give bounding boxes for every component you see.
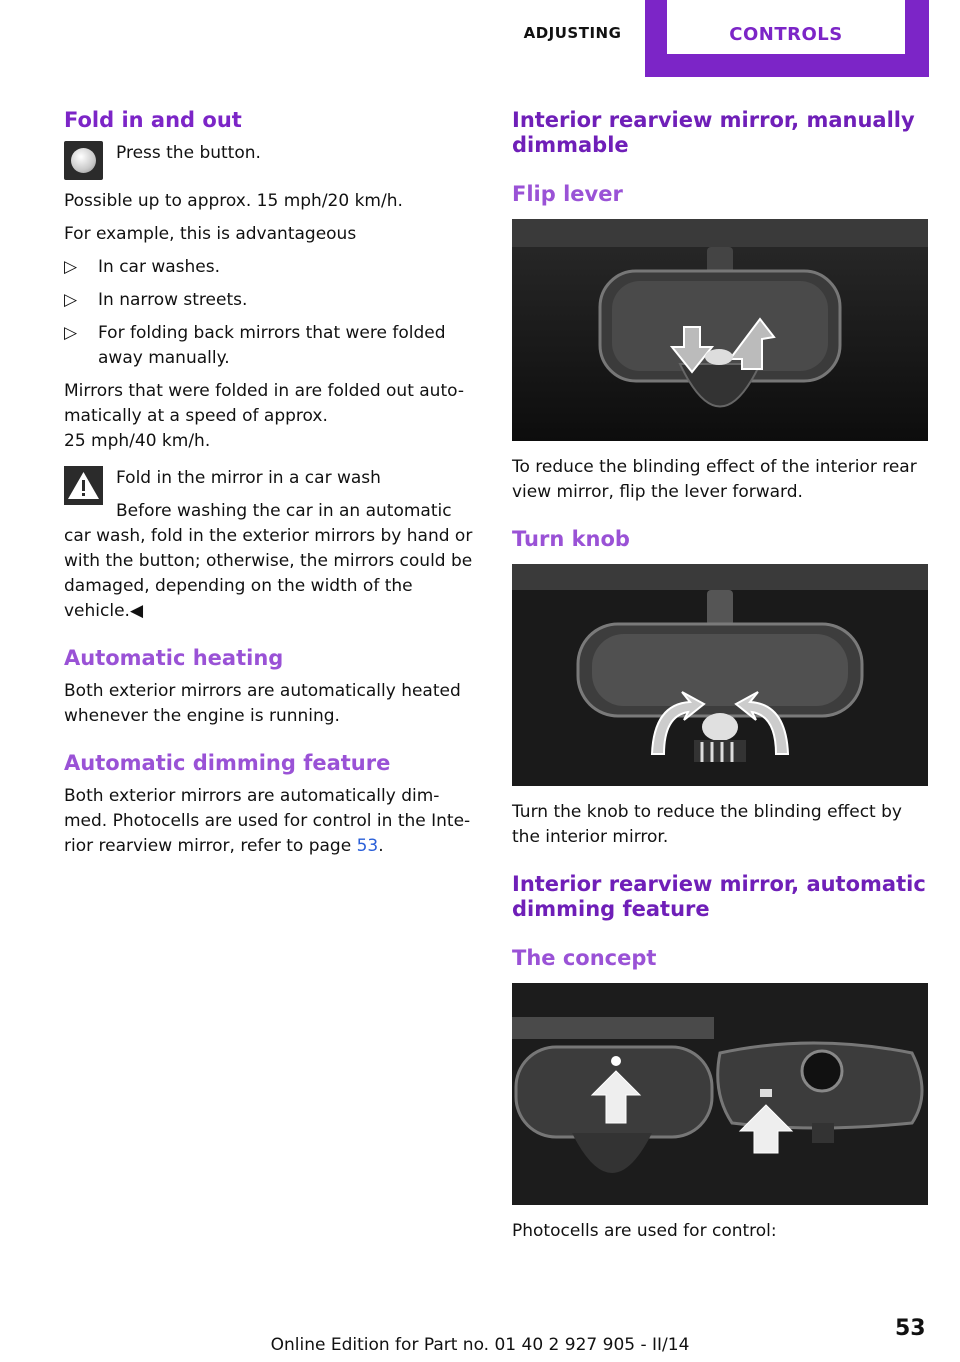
warning-body-first: Before washing the car in an automatic — [116, 501, 452, 521]
footer-edition: Online Edition for Part no. 01 40 2 927 905 - II/14 — [270, 1335, 690, 1355]
fold-intro-text: For example, this is advantageous — [64, 224, 357, 244]
warning-triangle-icon — [64, 466, 103, 505]
chapter-label: CONTROLS — [729, 24, 843, 45]
bullet-triangle-icon: ▷ — [64, 290, 78, 310]
dimming-title: Automatic dimming feature — [64, 751, 391, 775]
warning-title: Fold in the mirror in a car wash — [116, 468, 381, 488]
knob-body: Turn the knob to reduce the blinding effect by the interior mirror. — [512, 802, 902, 847]
fold-auto-text: Mirrors that were folded in are folded out auto-matically at a speed of approx. 25 mph/40 km/h. — [64, 381, 464, 451]
photocell-image — [512, 983, 928, 1205]
fold-button-row — [64, 141, 480, 183]
concept-body: Photocells are used for control: — [512, 1221, 777, 1241]
list-item: ▷ In car washes. — [64, 255, 480, 280]
warning-block — [64, 466, 480, 624]
bullet-triangle-icon: ▷ — [64, 323, 78, 343]
flip-body: To reduce the blinding effect of the interior rear view mirror, flip the lever forward. — [512, 457, 917, 502]
knob-title: Turn knob — [512, 527, 630, 551]
manual-title: Interior rearview mirror, manually dimmable — [512, 108, 915, 157]
automatic-title: Interior rearview mirror, automatic dimming feature — [512, 872, 926, 921]
page-ref-link[interactable]: 53 — [356, 836, 379, 856]
section-label: ADJUSTING — [523, 24, 622, 42]
chapter-tab-inner — [667, 0, 905, 54]
dimming-body: Both exterior mirrors are automatically dim-med. Photocells are used for control in the Inte-rior rearview mirror, refer to page 53. — [64, 786, 471, 856]
bullet-triangle-icon: ▷ — [64, 257, 78, 277]
end-mark-icon: ◀ — [129, 601, 144, 621]
heating-body: Both exterior mirrors are automatically heated whenever the engine is running. — [64, 681, 461, 726]
list-item: ▷ In narrow streets. — [64, 288, 480, 313]
press-text: Press the button. — [116, 143, 261, 163]
turn-knob-image — [512, 564, 928, 786]
left-column — [64, 108, 480, 867]
flip-title: Flip lever — [512, 182, 623, 206]
fold-list — [64, 255, 480, 371]
heating-title: Automatic heating — [64, 646, 284, 670]
warning-body-rest: car wash, fold in the exterior mirrors by hand or with the button; otherwise, the mirrors could be damaged, depending on the width of the vehicle.◀ — [64, 526, 473, 621]
flip-lever-image — [512, 219, 928, 441]
fold-title: Fold in and out — [64, 108, 242, 132]
button-dot-icon — [71, 148, 96, 173]
fold-speed-text: Possible up to approx. 15 mph/20 km/h. — [64, 191, 403, 211]
right-column — [512, 108, 928, 1252]
concept-title: The concept — [512, 946, 657, 970]
chapter-tab — [645, 0, 929, 77]
page-number: 53 — [895, 1316, 926, 1341]
fold-button-icon — [64, 141, 103, 180]
list-item: ▷ For folding back mirrors that were folded away manually. — [64, 323, 446, 368]
